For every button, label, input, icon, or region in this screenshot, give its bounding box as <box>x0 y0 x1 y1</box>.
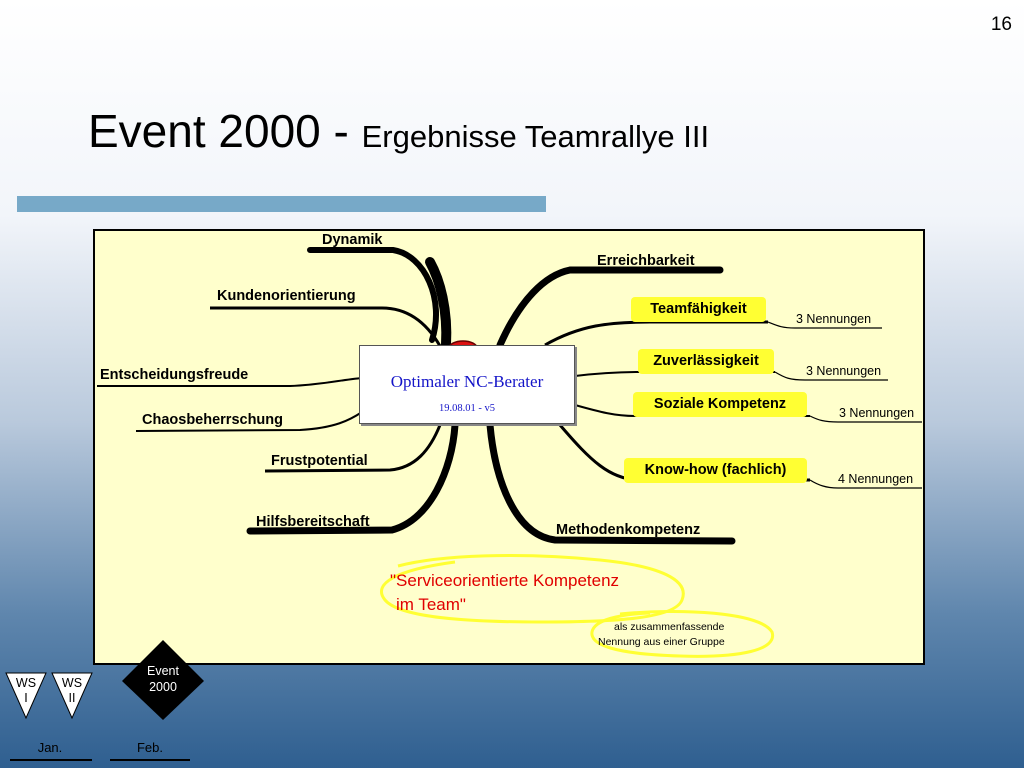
center-subtitle: 19.08.01 - v5 <box>439 403 495 414</box>
label-frustpotential: Frustpotential <box>271 453 368 469</box>
title-sub: Ergebnisse Teamrallye III <box>361 119 710 154</box>
nennungen-soziale-kompetenz: 3 Nennungen <box>839 406 915 420</box>
label-soziale-kompetenz: Soziale Kompetenz <box>633 392 807 417</box>
label-erreichbarkeit: Erreichbarkeit <box>597 253 695 269</box>
nav-event-line2: 2000 <box>149 680 177 694</box>
branch-teamfaehigkeit <box>545 322 768 345</box>
nav-ws2-line1: WS <box>61 676 83 690</box>
label-entscheidungsfreude: Entscheidungsfreude <box>100 367 249 383</box>
label-hilfsbereitschaft: Hilfsbereitschaft <box>256 514 370 530</box>
slide-number: 16 <box>990 14 1012 35</box>
label-methodenkompetenz: Methodenkompetenz <box>556 522 701 538</box>
nennungen-knowhow: 4 Nennungen <box>838 472 914 486</box>
nav-event-line1: Event <box>147 664 179 678</box>
center-node <box>359 345 575 424</box>
label-kundenorientierung: Kundenorientierung <box>217 288 356 304</box>
nav-ws1-line1: WS <box>15 676 37 690</box>
title-main: Event 2000 - <box>88 105 362 157</box>
label-chaosbeherrschung: Chaosbeherrschung <box>142 412 283 428</box>
month-feb: Feb. <box>136 740 163 755</box>
nav-ws1-line2: I <box>24 691 28 705</box>
note-line-2: Nennung aus einer Gruppe <box>598 636 725 648</box>
note-line-1: als zusammenfassende <box>614 621 725 633</box>
month-feb-line <box>110 759 190 761</box>
label-teamfaehigkeit: Teamfähigkeit <box>631 297 766 322</box>
month-jan-line <box>10 759 92 761</box>
nav-ws1[interactable] <box>6 676 46 706</box>
summary-line-1: "Serviceorientierte Kompetenz <box>390 571 620 590</box>
nennungen-teamfaehigkeit: 3 Nennungen <box>796 312 872 326</box>
label-dynamik: Dynamik <box>322 232 383 248</box>
nav-ws2-line2: II <box>68 691 76 705</box>
note-circle <box>592 611 773 656</box>
label-knowhow: Know-how (fachlich) <box>624 458 807 483</box>
nav-event-2000[interactable] <box>133 663 193 695</box>
month-jan: Jan. <box>37 740 63 755</box>
label-zuverlaessigkeit: Zuverlässigkeit <box>638 349 774 374</box>
nav-ws2[interactable] <box>52 676 92 706</box>
branch-kundenorientierung <box>210 308 440 346</box>
nennungen-zuverlaessigkeit: 3 Nennungen <box>806 364 882 378</box>
summary-line-2: im Team" <box>396 595 466 614</box>
center-title: Optimaler NC-Berater <box>390 372 544 391</box>
